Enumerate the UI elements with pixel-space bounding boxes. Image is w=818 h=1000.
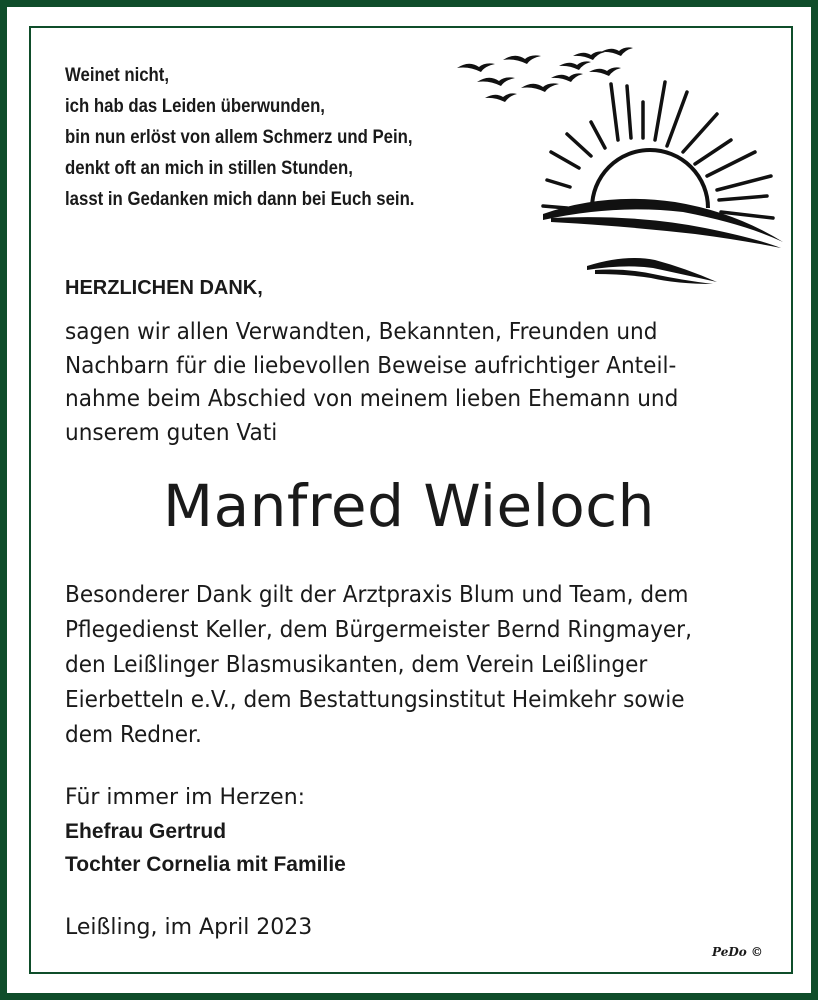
signer: Tochter Cornelia mit Familie	[65, 853, 346, 876]
intro-line: sagen wir allen Verwandten, Bekannten, Freunden und	[65, 319, 658, 345]
poem-line: lasst in Gedanken mich dann bei Euch sein.	[65, 188, 415, 210]
place-date: Leißling, im April 2023	[65, 915, 313, 940]
signoff-lead: Für immer im Herzen:	[65, 785, 306, 810]
designer-mark: PeDo ©	[712, 945, 763, 959]
hills	[543, 199, 783, 284]
signers	[65, 815, 346, 881]
signer: Ehefrau Gertrud	[65, 820, 227, 843]
poem-line: Weinet nicht,	[65, 64, 170, 86]
thanks-line: dem Redner.	[65, 722, 202, 748]
thanks-line: Eierbetteln e.V., dem Bestattungsinstitut Heimkehr sowie	[65, 687, 685, 713]
intro-text	[65, 316, 678, 450]
poem	[65, 60, 414, 215]
thanks-line: Besonderer Dank gilt der Arztpraxis Blum und Team, dem	[65, 582, 689, 608]
birds-icon	[457, 47, 633, 102]
thanks-line: den Leißlinger Blasmusikanten, dem Verein Leißlinger	[65, 652, 648, 678]
thanks-text	[65, 578, 692, 753]
intro-line: unserem guten Vati	[65, 419, 278, 446]
heading-herzlichen-dank: HERZLICHEN DANK,	[65, 277, 263, 299]
poem-line: ich hab das Leiden überwunden,	[65, 95, 325, 117]
thanks-line: Pflegedienst Keller, dem Bürgermeister Bernd Ringmayer,	[65, 617, 692, 643]
sun-arc	[592, 150, 708, 208]
intro-line: Nachbarn für die liebevollen Beweise aufrichtiger Anteil-	[65, 352, 677, 379]
intro-line: nahme beim Abschied von meinem lieben Ehemann und	[65, 386, 679, 412]
deceased-name: Manfred Wieloch	[163, 472, 655, 540]
poem-line: bin nun erlöst von allem Schmerz und Pein,	[65, 126, 413, 148]
sunset-birds-icon	[455, 42, 785, 287]
poem-line: denkt oft an mich in stillen Stunden,	[65, 157, 353, 179]
